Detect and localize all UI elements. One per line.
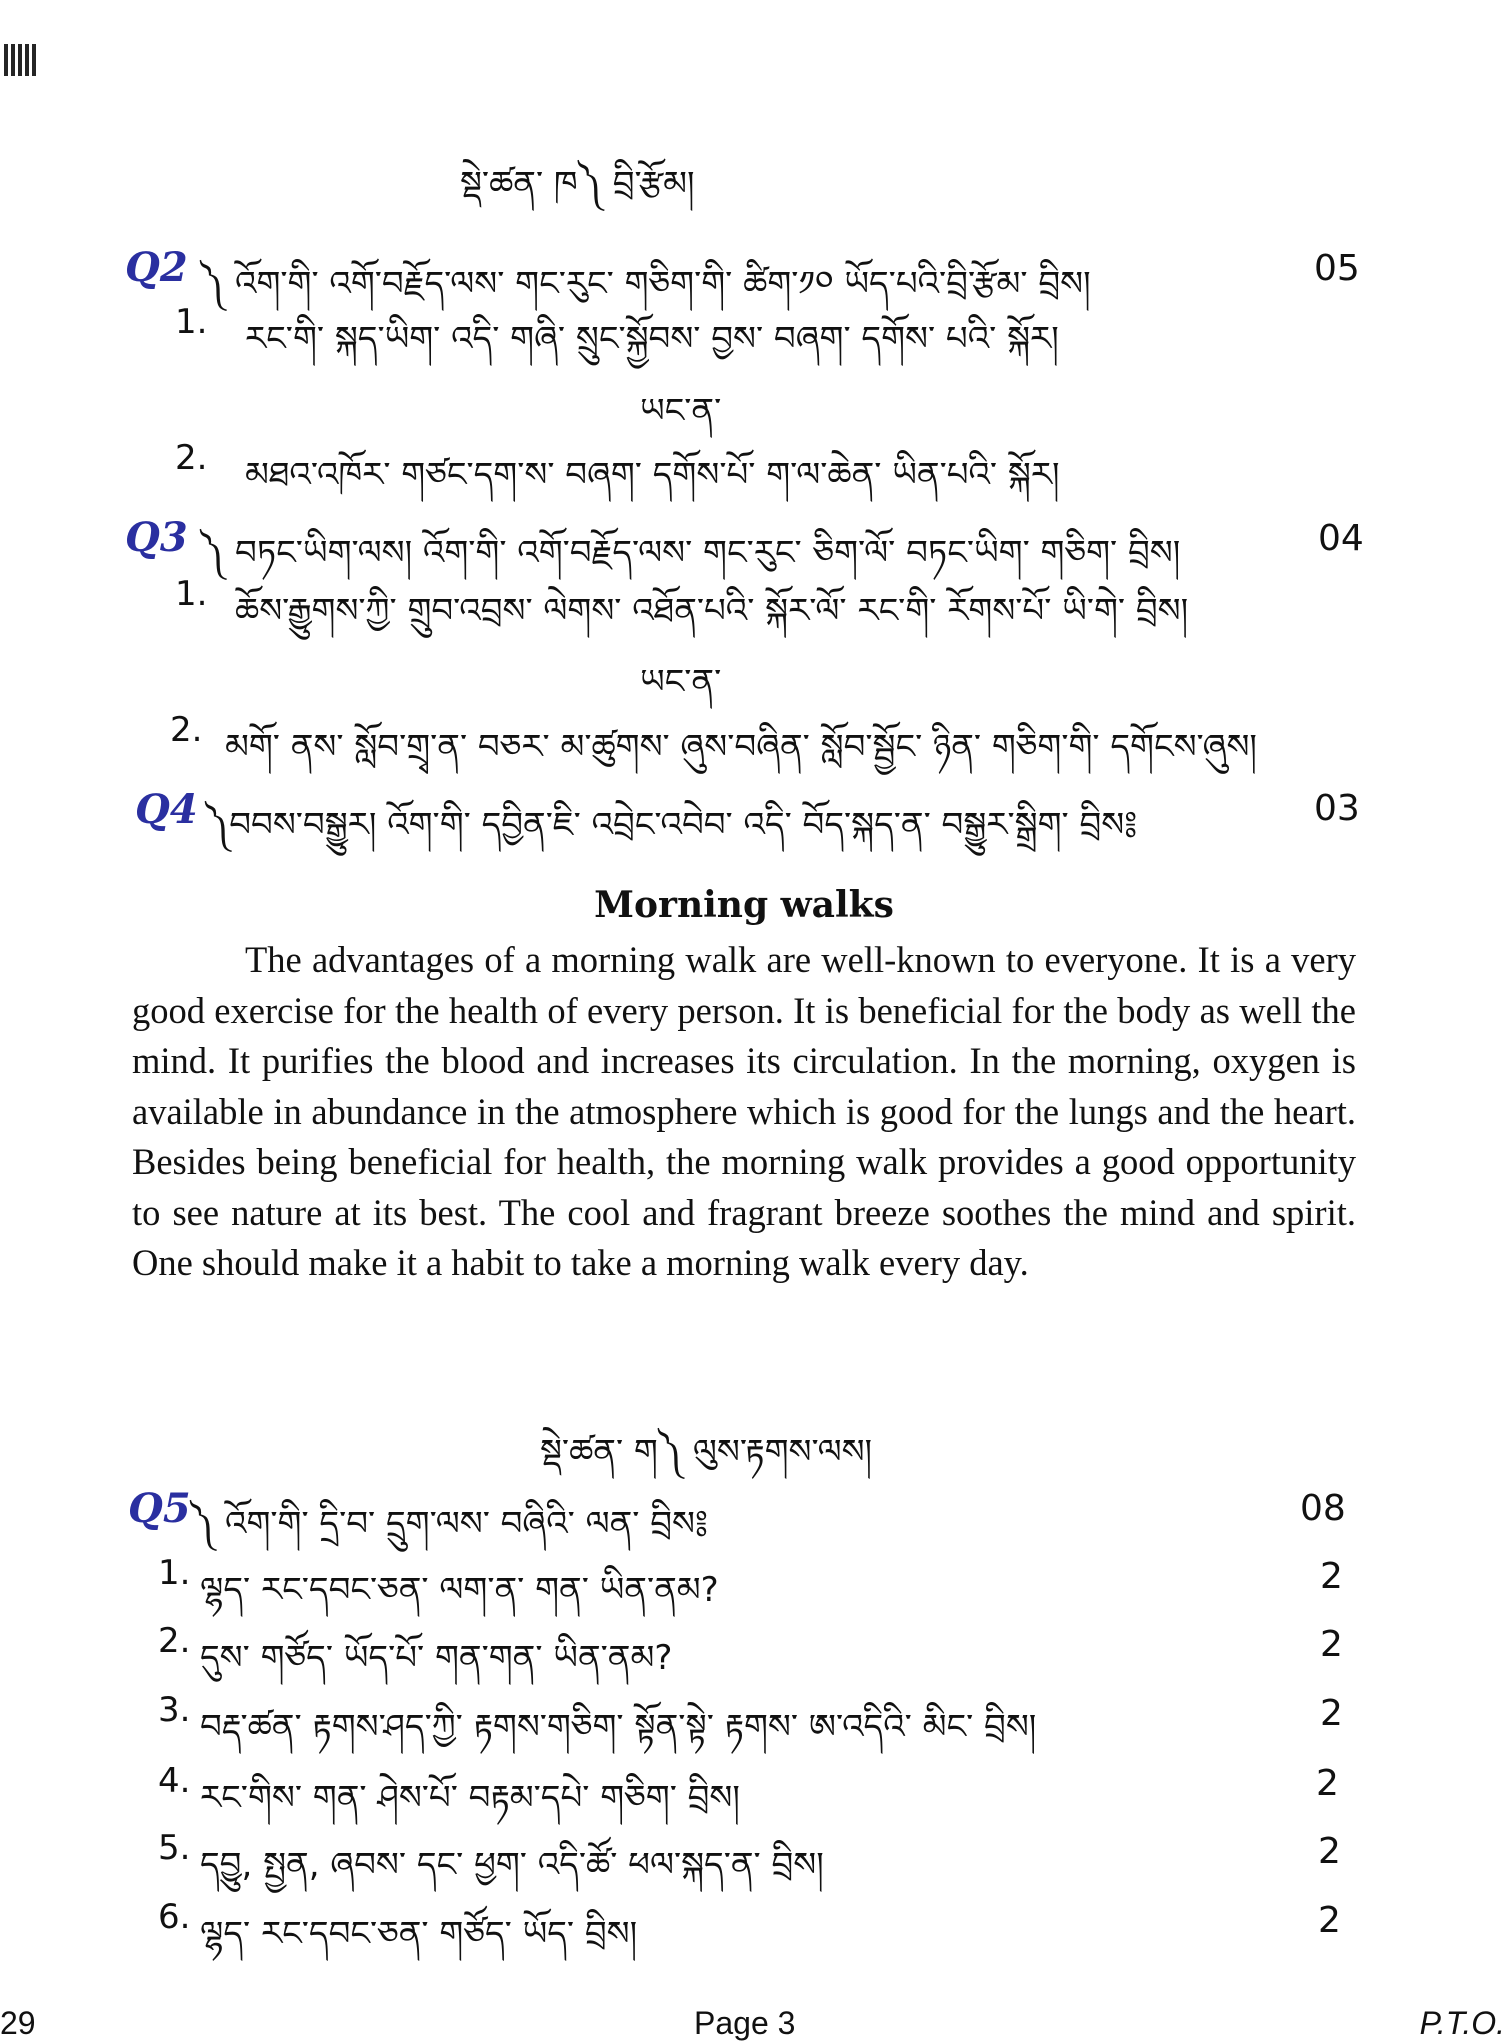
q5-item-4-text: རང་གིས་ གན་ ཤེས་པོ་ བརྟམ་དཔེ་ གཅིག་ བྲིས།	[200, 1778, 740, 1818]
q4-text: ༽བབས་བསྒྱུར། འོག་གི་ དབྱིན་ཇི་ འབྲེང་འབེབ་ འདི་ བོད་སྐད་ན་ བསྒྱུར་སྒྲིག་ བྲིས༔	[205, 805, 1138, 845]
section-b-heading: སྡེ་ཚན་ ཁ༽ བྲི་རྩོམ།	[460, 164, 695, 204]
q5-item-1-marks: 2	[1320, 1556, 1343, 1597]
q3-number: Q3	[125, 514, 188, 561]
q5-number: Q5	[128, 1485, 191, 1532]
q3-option-1-text: ཆོས་རྒྱུགས་ཀྱི་ གྲུབ་འབྲས་ ལེགས་ འཐོན་པའི་ སྐོར་ལོ་ རང་གི་ རོགས་པོ་ ཡི་གེ་ བྲིས།	[235, 591, 1189, 631]
passage-body: The advantages of a morning walk are well-known to everyone. It is a very good exercise for the health of every person. It is beneficial for the body as well the mind. It purifies the blood and increases its circulation. In the morning, oxygen is available in abundance in the atmosphere which is good for the lungs and the heart. Besides being beneficial for health, the morning walk provides a good opportunity to see nature at its best. The cool and fragrant breeze soothes the mind and spirit. One should make it a habit to take a morning walk every day.	[132, 939, 1356, 1283]
q3-option-2-text: མགོ་ ནས་ སློབ་གྲྭ་ན་ བཅར་ མ་ཚུགས་ ཞུས་བཞིན་ སློབ་སྦྱོང་ ཉིན་ གཅིག་གི་ དགོངས་ཞུས།	[225, 727, 1257, 767]
q5-marks: 08	[1300, 1488, 1346, 1529]
q2-text: ༽ འོག་གི་ འགོ་བརྗོད་ལས་ གང་རུང་ གཅིག་གི་ ཚིག་༡༠ ཡོད་པའི་བྲི་རྩོམ་ བྲིས།	[200, 264, 1091, 304]
q5-item-4-marks: 2	[1316, 1763, 1339, 1804]
q3-marks: 04	[1318, 518, 1364, 559]
q5-item-3-marks: 2	[1320, 1693, 1343, 1734]
footer-page-number: Page 3	[694, 2005, 796, 2041]
q2-number: Q2	[125, 244, 188, 291]
q5-item-2-marks: 2	[1320, 1624, 1343, 1665]
q5-item-6-number: 6.	[158, 1897, 191, 1937]
q5-item-5-marks: 2	[1318, 1831, 1341, 1872]
q2-option-2-number: 2.	[175, 438, 208, 478]
q5-item-6-marks: 2	[1318, 1900, 1341, 1941]
q5-item-4-number: 4.	[158, 1761, 191, 1801]
q5-item-3-number: 3.	[158, 1690, 191, 1730]
footer-pto: P.T.O.	[1419, 2005, 1505, 2041]
q5-item-6-text: ལྷད་ རང་དབང་ཅན་ གཙོད་ ཡོད་ བྲིས།	[200, 1914, 638, 1954]
q3-option-1-number: 1.	[175, 574, 208, 614]
q4-marks: 03	[1314, 788, 1360, 829]
q5-item-5-number: 5.	[158, 1828, 191, 1868]
q5-item-2-number: 2.	[158, 1621, 191, 1661]
q2-marks: 05	[1314, 248, 1360, 289]
q2-option-1-number: 1.	[175, 302, 208, 342]
section-c-heading: སྡེ་ཚན་ ག༽ ལུས་རྟགས་ལས།	[540, 1432, 873, 1472]
q3-or: ཡང་ན་	[640, 662, 722, 702]
q2-or: ཡང་ན་	[640, 391, 722, 431]
q3-option-2-number: 2.	[170, 710, 203, 750]
q5-item-3-text: བརྡ་ཚན་ རྟགས་ཤད་ཀྱི་ རྟགས་གཅིག་ སྟོན་སྟེ་ རྟགས་ ཨ་འདིའི་ མིང་ བྲིས།	[200, 1707, 1037, 1747]
q2-option-2-text: མཐའ་འཁོར་ གཙང་དག་ས་ བཞག་ དགོས་པོ་ ག་ལ་ཆེན་ ཡིན་པའི་ སྐོར།	[245, 455, 1060, 495]
q2-option-1-text: རང་གི་ སྐད་ཡིག་ འདི་ གཞི་ སྲུང་སྐྱོབས་ བྱས་ བཞག་ དགོས་ པའི་ སྐོར།	[245, 319, 1059, 359]
q3-text: ༽ བཏང་ཡིག་ལས། འོག་གི་ འགོ་བརྗོད་ལས་ གང་རུང་ ཅིག་ལོ་ བཏང་ཡིག་ གཅིག་ བྲིས།	[200, 533, 1181, 573]
q5-item-1-number: 1.	[158, 1553, 191, 1593]
q5-item-5-text: དབྱུ, སྤྱན, ཞབས་ དང་ ཕྱག་ འདི་ཚོ་ ཕལ་སྐད་ན་ བྲིས།	[200, 1845, 824, 1885]
q5-item-1-text: ལྷད་ རང་དབང་ཅན་ ལག་ན་ གན་ ཡིན་ནམ?	[200, 1570, 719, 1610]
q5-text: ༽ འོག་གི་ དྲི་བ་ དྲུག་ལས་ བཞིའི་ ལན་ བྲིས༔	[190, 1504, 708, 1544]
footer-code: 29	[0, 2005, 36, 2041]
qr-code	[4, 44, 36, 76]
q4-number: Q4	[135, 786, 198, 833]
passage-title: Morning walks	[594, 884, 894, 926]
q5-item-2-text: དུས་ གཙོད་ ཡོད་པོ་ གན་གན་ ཡིན་ནམ?	[200, 1638, 673, 1678]
